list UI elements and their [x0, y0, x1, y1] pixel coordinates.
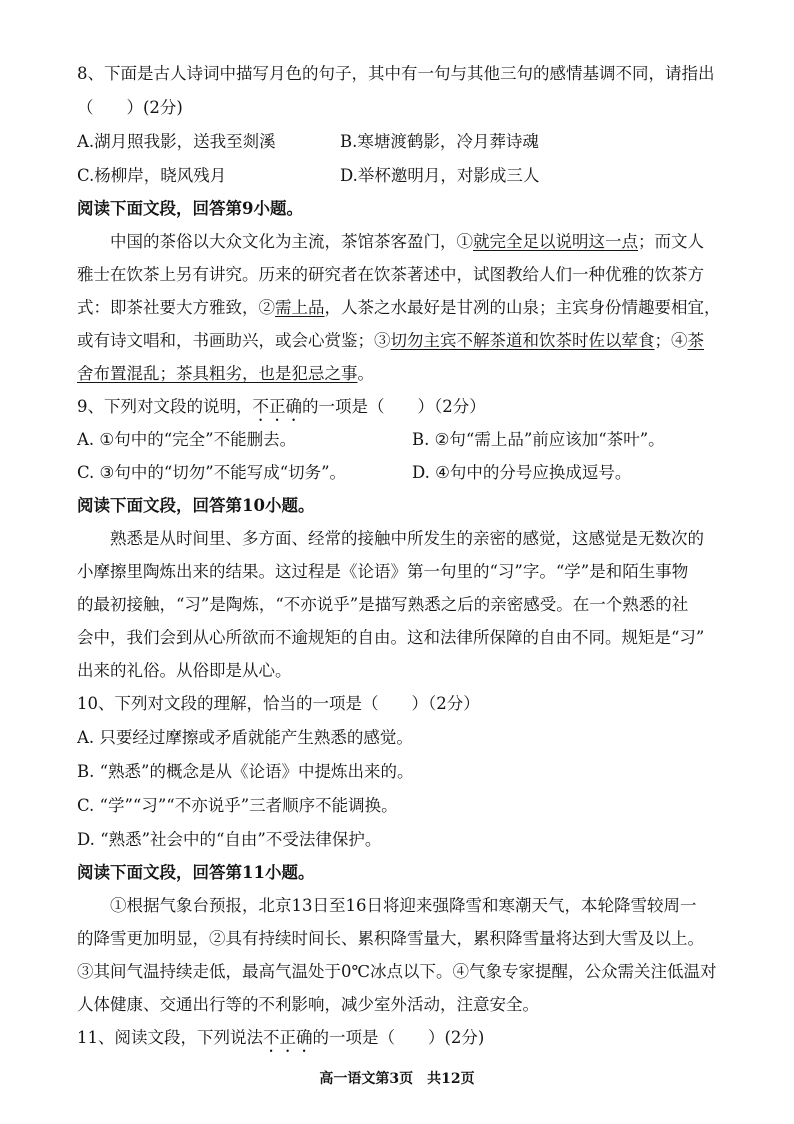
text-segment: 的一项是（ ）（2分） [302, 397, 486, 416]
text-segment: ，人茶之水最好是甘冽的山泉；主宾身份情趣要相宜， [324, 298, 721, 317]
underlined-segment: 切勿主宾不解茶道和饮茶时佐以荤食 [390, 331, 655, 350]
underlined-segment: 茶 [687, 331, 704, 350]
text-segment: 或有诗文唱和，书画助兴，或会心赏鉴；③ [77, 331, 391, 350]
q8-option-b: B.寒塘渡鹤影，冷月葬诗魂 [340, 132, 539, 151]
read9-passage-line3 [77, 297, 721, 319]
read11-passage-line3: ③其间气温持续走低，最高气温处于0℃冰点以下。④气象专家提醒，公众需关注低温对 [77, 962, 717, 981]
read11-passage-line2: 的降雪更加明显，②具有持续时间长、累积降雪量大，累积降雪量将达到大雪及以上。 [77, 929, 704, 948]
read9-passage-line1 [110, 231, 704, 253]
page-footer: 高一语文第3页 共12页 [319, 1071, 475, 1087]
text-segment: 的一项是（ ）(2分) [312, 1028, 485, 1047]
q11-stem [77, 1027, 484, 1056]
read10-passage-line5: 出来的礼俗。从俗即是从心。 [77, 661, 292, 680]
read9-heading: 阅读下面文段，回答第9小题。 [77, 199, 303, 218]
q10-option-b: B. “熟悉”的概念是从《论语》中提炼出来的。 [77, 762, 414, 781]
q9-option-d: D. ④句中的分号应换成逗号。 [412, 463, 632, 482]
q8-stem-line2: （ ）(2分) [77, 98, 183, 117]
q9-option-c: C. ③句中的“切勿”不能写成“切务”。 [77, 463, 347, 482]
read9-passage-line5 [77, 363, 374, 385]
text-segment: 式：即茶社要大方雅致，② [77, 298, 275, 317]
q8-option-d: D.举杯邀明月，对影成三人 [340, 166, 540, 185]
text-segment: 9、下列对文段的说明， [77, 397, 253, 416]
read11-passage-line4: 人体健康、交通出行等的不利影响，减少室外活动，注意安全。 [77, 995, 539, 1014]
text-segment: ；而文人 [638, 232, 704, 251]
q9-stem [77, 396, 486, 425]
q9-option-a: A. ①句中的“完全”不能删去。 [77, 430, 297, 449]
text-segment: ；④ [654, 331, 688, 350]
q10-option-d: D. “熟悉”社会中的“自由”不受法律保护。 [77, 830, 382, 849]
q10-option-c: C. “学”“习”“不亦说乎”三者顺序不能调换。 [77, 796, 398, 815]
q8-stem-line1: 8、下面是古人诗词中描写月色的句子，其中有一句与其他三句的感情基调不同，请指出 [77, 64, 715, 83]
q9-option-b: B. ②句“需上品”前应该加“茶叶”。 [412, 430, 665, 449]
underlined-segment: 就完全足以说明这一点 [473, 232, 638, 251]
read10-heading: 阅读下面文段，回答第10小题。 [77, 496, 315, 515]
read11-passage-line1: ①根据气象台预报，北京13日至16日将迎来强降雪和寒潮天气，本轮降雪较周一 [110, 896, 697, 915]
read10-passage-line2: 小摩擦里陶炼出来的结果。这过程是《论语》第一句里的“习”字。“学”是和陌生事物 [77, 562, 689, 581]
q10-stem: 10、下列对文段的理解，恰当的一项是（ ）（2分） [77, 694, 480, 713]
text-segment: 。 [357, 364, 374, 383]
text-segment: 中国的茶俗以大众文化为主流，茶馆茶客盈门，① [110, 232, 473, 251]
q8-option-a: A.湖月照我影，送我至剡溪 [77, 132, 276, 151]
read10-passage-line1: 熟悉是从时间里、多方面、经常的接触中所发生的亲密的感觉，这感觉是无数次的 [110, 529, 704, 548]
read10-passage-line4: 会中，我们会到从心所欲而不逾规矩的自由。这和法律所保障的自由不同。规矩是“习” [77, 628, 705, 647]
read9-passage-line2: 雅士在饮茶上另有讲究。历来的研究者在饮茶著述中，试图教给人们一种优雅的饮茶方 [77, 265, 704, 284]
underlined-segment: 需上品 [275, 298, 325, 317]
read11-heading: 阅读下面文段，回答第11小题。 [77, 863, 315, 882]
read9-passage-line4 [77, 330, 704, 352]
emphasized-segment: 不正确 [252, 397, 302, 416]
q8-option-c: C.杨柳岸，晓风残月 [77, 166, 227, 185]
emphasized-segment: 不正确 [263, 1028, 313, 1047]
read10-passage-line3: 的最初接触，“习”是陶炼，“不亦说乎”是描写熟悉之后的亲密感受。在一个熟悉的社 [77, 595, 689, 614]
q10-option-a: A. 只要经过摩擦或矛盾就能产生熟悉的感觉。 [77, 728, 413, 747]
text-segment: 11、阅读文段，下列说法 [77, 1028, 263, 1047]
underlined-segment: 舍布置混乱；茶具粗劣，也是犯忌之事 [77, 364, 358, 383]
